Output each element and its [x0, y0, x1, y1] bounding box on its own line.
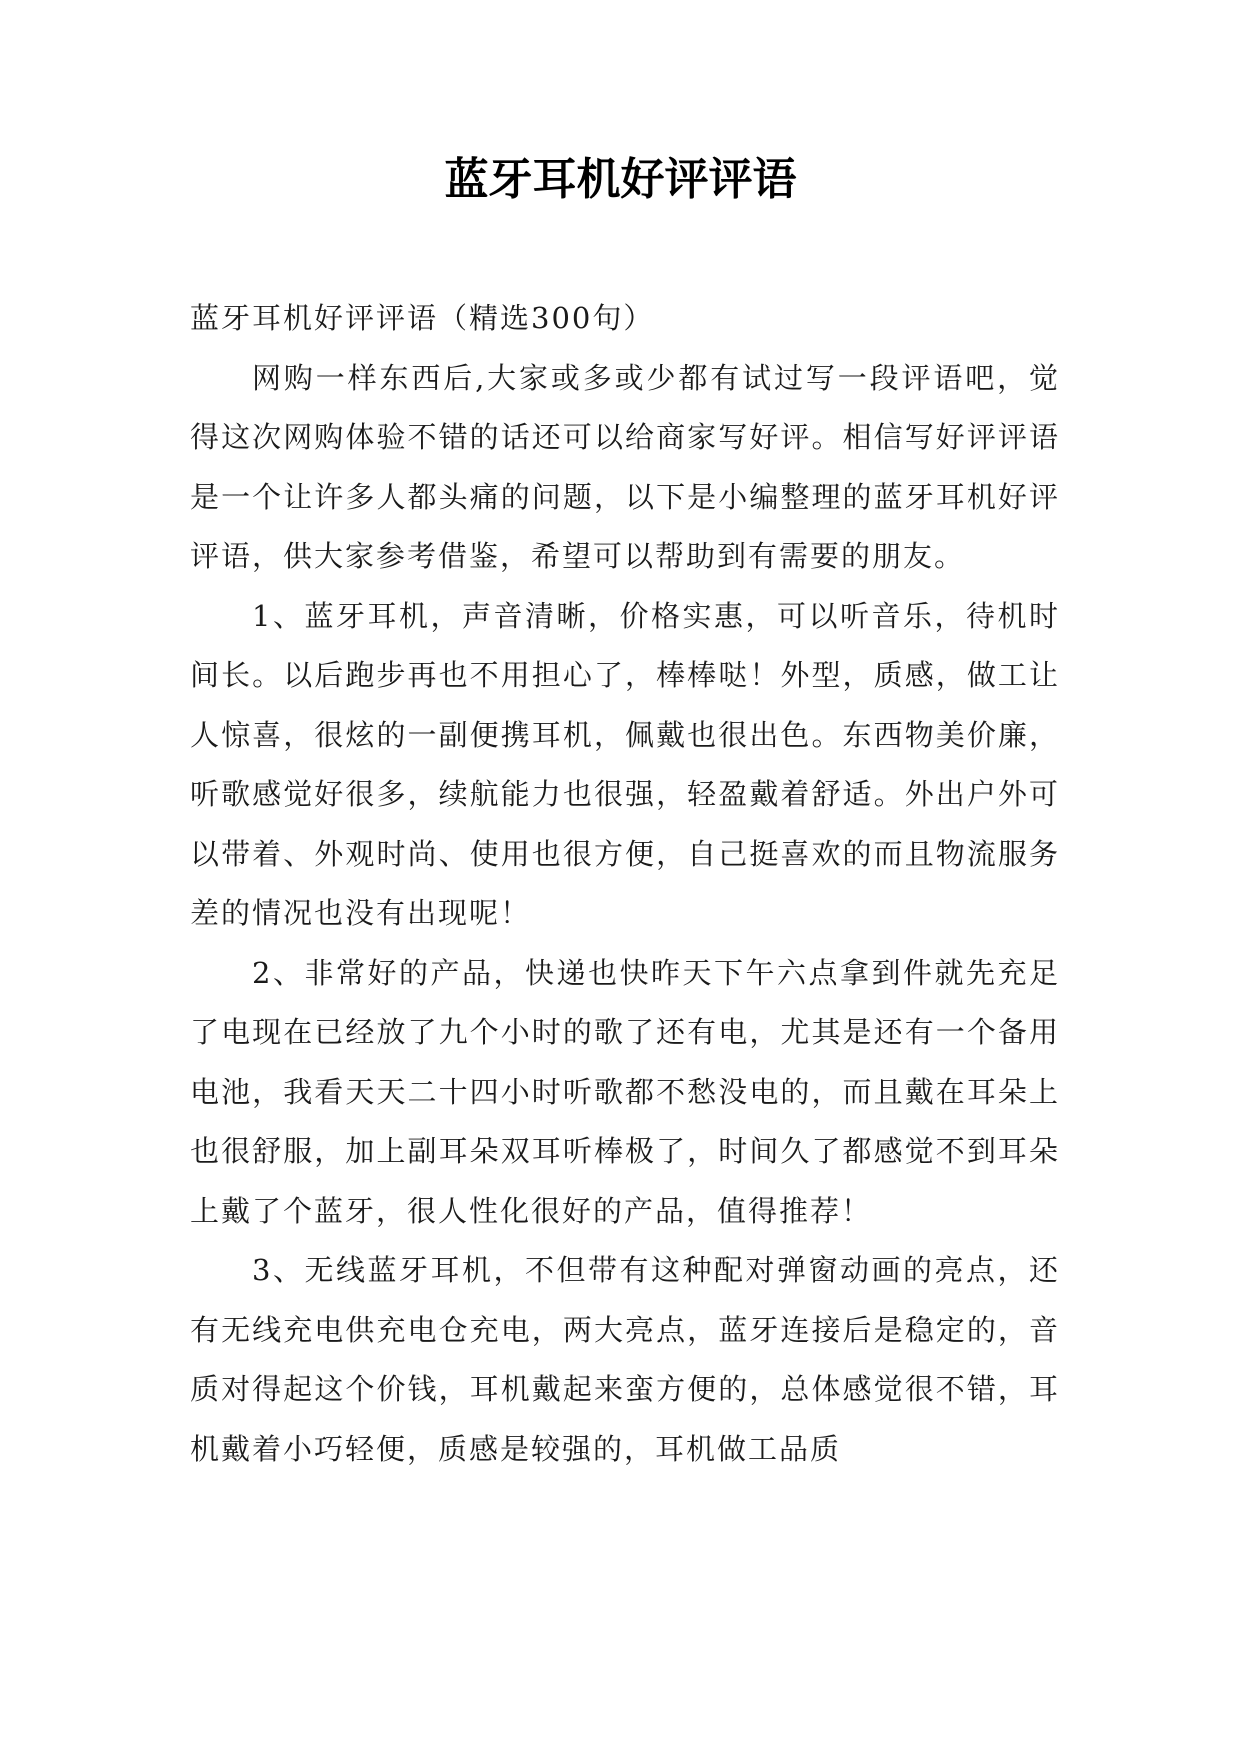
subtitle-line: 蓝牙耳机好评评语（精选300句） — [190, 301, 655, 335]
document-body — [190, 289, 1060, 1479]
intro-paragraph: 网购一样东西后,大家或多或少都有试过写一段评语吧，觉得这次网购体验不错的话还可以给商家写好评。相信写好评评语是一个让许多人都头痛的问题，以下是小编整理的蓝牙耳机好评评语，供大家参考借鉴，希望可以帮助到有需要的朋友。 — [190, 360, 1060, 573]
review-paragraph-3: 3、无线蓝牙耳机，不但带有这种配对弹窗动画的亮点，还有无线充电供充电仓充电，两大亮点，蓝牙连接后是稳定的，音质对得起这个价钱，耳机戴起来蛮方便的，总体感觉很不错，耳机戴着小巧轻便，质感是较强的，耳机做工品质 — [190, 1253, 1060, 1466]
review-paragraph-1: 1、蓝牙耳机，声音清晰，价格实惠，可以听音乐，待机时间长。以后跑步再也不用担心了，棒棒哒！外型，质感，做工让人惊喜，很炫的一副便携耳机，佩戴也很出色。东西物美价廉，听歌感觉好很多，续航能力也很强，轻盈戴着舒适。外出户外可以带着、外观时尚、使用也很方便，自己挺喜欢的而且物流服务差的情况也没有出现呢！ — [190, 598, 1060, 930]
review-paragraph-2: 2、非常好的产品，快递也快昨天下午六点拿到件就先充足了电现在已经放了九个小时的歌了还有电，尤其是还有一个备用电池，我看天天二十四小时听歌都不愁没电的，而且戴在耳朵上也很舒服，加上副耳朵双耳听棒极了，时间久了都感觉不到耳朵上戴了个蓝牙，很人性化很好的产品，值得推荐！ — [190, 955, 1060, 1228]
page-title: 蓝牙耳机好评评语 — [444, 154, 797, 205]
